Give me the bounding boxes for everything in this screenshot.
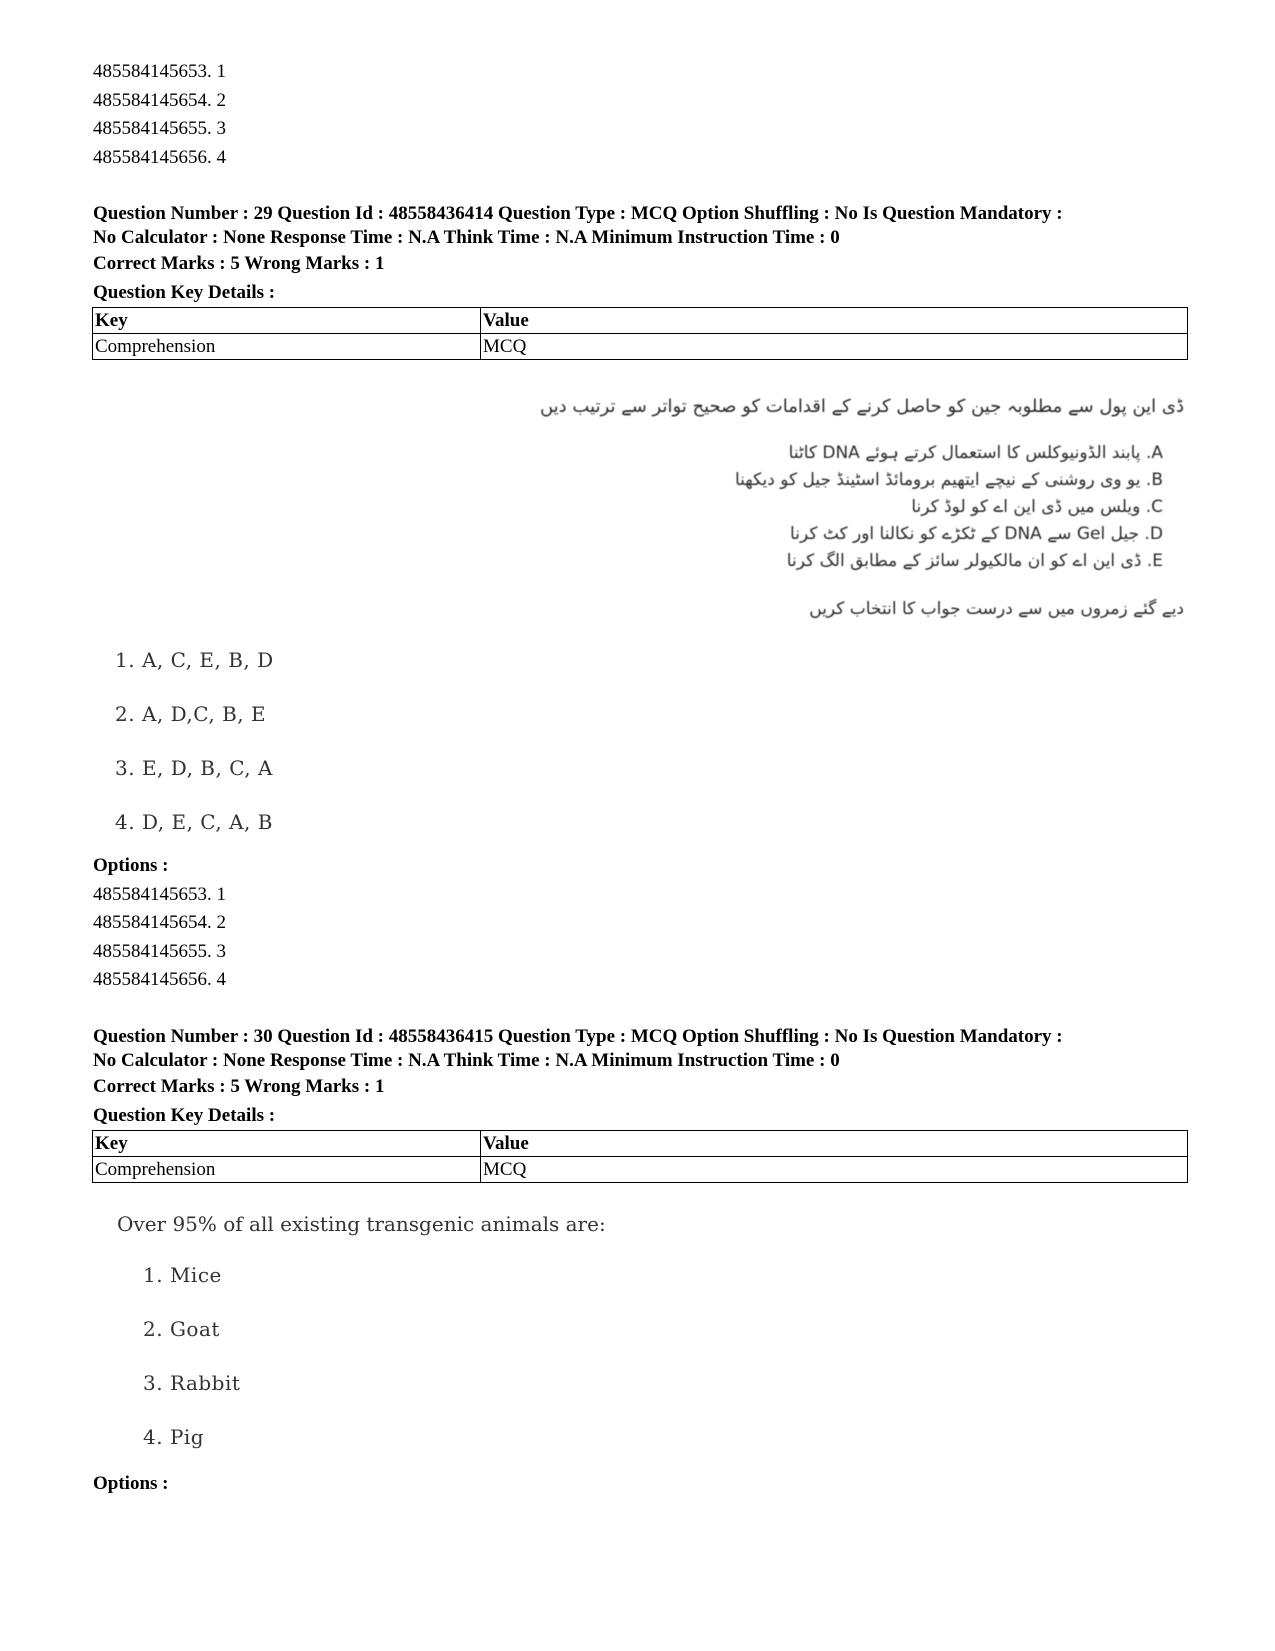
key-details-table [92,1130,1188,1183]
key-cell: Comprehension [93,334,481,360]
option-line: 485584145653. 1 [93,61,226,82]
value-cell: MCQ [481,1157,1188,1183]
urdu-item: D. جیل Gel سے DNA کے ٹکڑے کو نکالنا اور کٹ کرنا [790,524,1163,544]
choice-item: 3. E, D, B, C, A [115,756,273,780]
previous-question-options [93,58,226,172]
value-header: Value [481,308,1188,334]
option-line: 485584145653. 1 [93,883,226,905]
value-cell: MCQ [481,334,1188,360]
question-29-urdu-instruction [684,596,1184,623]
question-29 [93,202,1183,360]
option-line: 485584145655. 3 [93,940,226,962]
option-line: 485584145656. 4 [93,146,226,168]
key-header: Key [93,308,481,334]
option-line: 485584145656. 4 [93,969,226,990]
urdu-item: C. ویلس میں ڈی این اے کو لوڈ کرنا [911,497,1163,517]
marks-line: Correct Marks : 5 Wrong Marks : 1 [93,253,385,274]
option-line: 485584145654. 2 [93,912,226,933]
option-line: 485584145655. 3 [93,118,226,139]
key-details-label: Question Key Details : [93,281,276,303]
urdu-instruction-text: دیے گئے زمروں میں سے درست جواب کا انتخاب کریں [809,599,1184,619]
question-header-line1: Question Number : 29 Question Id : 48558436414 Question Type : MCQ Option Shuffling : No Is Question Mandatory : [93,203,1063,224]
option-line: 485584145654. 2 [93,89,226,111]
question-30 [93,1025,1183,1183]
choice-item: 1. A, C, E, B, D [115,648,274,672]
choice-item: 4. Pig [143,1425,205,1449]
marks-line: Correct Marks : 5 Wrong Marks : 1 [93,1076,385,1097]
question-29-urdu-items [643,440,1163,575]
urdu-item: E. ڈی این اے کو ان مالکیولر سائز کے مطابق الگ کرنا [786,551,1163,571]
key-cell: Comprehension [93,1157,481,1183]
value-header: Value [481,1131,1188,1157]
question-29-urdu-stem [484,393,1184,420]
urdu-item: A. پابند الڈونیوکلس کا استعمال کرتے ہوئے DNA کاٹنا [788,443,1163,463]
question-29-options [93,852,226,995]
question-30-stem: Over 95% of all existing transgenic animals are: [117,1212,606,1236]
question-header-line2: No Calculator : None Response Time : N.A Think Time : N.A Minimum Instruction Time : 0 [93,227,840,248]
choice-item: 3. Rabbit [143,1371,241,1395]
urdu-stem-text: ڈی این پول سے مطلوبہ جین کو حاصل کرنے کے اقدامات کو صحیح تواتر سے ترتیب دیں [539,396,1184,417]
choice-item: 2. Goat [143,1317,220,1341]
choice-item: 2. A, D,C, B, E [115,702,267,726]
options-label: Options : [93,855,169,876]
question-29-choices [115,633,274,849]
choice-item: 4. D, E, C, A, B [115,810,273,834]
question-30-choices [143,1248,240,1464]
choice-item: 1. Mice [143,1263,222,1287]
key-details-table [92,307,1188,360]
key-header: Key [93,1131,481,1157]
options-label: Options : [93,1473,169,1494]
question-header-line2: No Calculator : None Response Time : N.A Think Time : N.A Minimum Instruction Time : 0 [93,1050,840,1071]
urdu-item: B. یو وی روشنی کے نیچے ایتھیم برومائڈ اسٹینڈ جیل کو دیکھنا [735,470,1163,490]
key-details-label: Question Key Details : [93,1104,276,1126]
question-header-line1: Question Number : 30 Question Id : 48558436415 Question Type : MCQ Option Shuffling : No Is Question Mandatory : [93,1026,1063,1047]
